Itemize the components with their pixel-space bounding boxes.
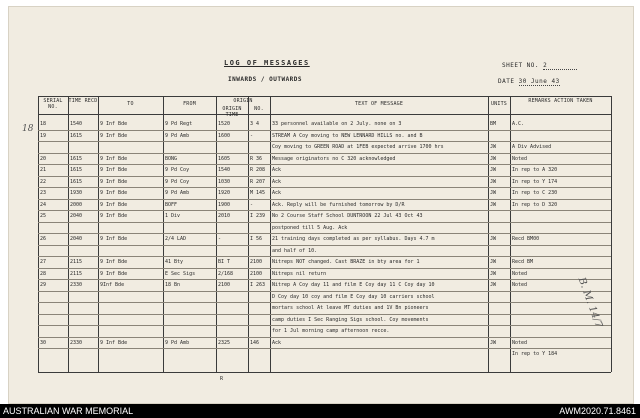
origin-time-cell: 1900: [218, 201, 231, 208]
time-recd-cell: 2000: [70, 201, 83, 208]
row-divider: [38, 130, 611, 131]
message-text-cell: Ack: [272, 178, 282, 185]
table-row: [38, 281, 611, 290]
origin-no-cell: R 207: [250, 178, 266, 185]
to-cell: 9 Inf Bde: [100, 259, 128, 265]
to-cell: 9 Inf Bde: [100, 339, 128, 346]
row-divider: [38, 337, 611, 338]
serial-cell: 21: [40, 167, 47, 173]
col-origin-no: NO.: [254, 106, 264, 112]
margin-number: 18: [22, 124, 34, 134]
to-cell: 9 Inf Bde: [100, 190, 128, 196]
message-text-cell: D Coy day 10 coy and film E Coy day 10 carriers school: [272, 293, 435, 300]
remarks-cell: In rep to Y 184: [512, 351, 558, 357]
col-origin-time: ORIGIN TIME: [222, 106, 242, 118]
origin-no-cell: R 208: [250, 167, 266, 173]
time-recd-cell: 1615: [70, 155, 83, 162]
time-recd-cell: 2330: [70, 339, 83, 346]
from-cell: BOFF: [165, 201, 178, 208]
origin-time-cell: 1540: [218, 167, 231, 173]
origin-time-cell: 2325: [218, 339, 231, 346]
message-text-cell: Nitreps NOT changed. Cast BRAZE in bty area for 1: [272, 259, 420, 265]
units-cell: JW: [490, 339, 497, 346]
message-log-sheet: [8, 6, 634, 404]
message-text-cell: Nitreps nil return: [272, 270, 327, 277]
from-cell: 2/4 LAD: [165, 236, 187, 242]
time-recd-cell: 1615: [70, 132, 83, 139]
table-row: [38, 339, 611, 348]
row-divider: [38, 153, 611, 154]
serial-cell: 29: [40, 282, 47, 288]
origin-time-cell: 1920: [218, 190, 231, 196]
sheet-value: 2: [543, 62, 577, 70]
time-recd-cell: 2330: [70, 282, 83, 288]
log-title: LOG OF MESSAGES: [224, 59, 310, 67]
origin-no-cell: I 263: [250, 282, 266, 288]
table-row: [38, 350, 611, 359]
units-cell: JW: [490, 259, 497, 265]
table-row: [38, 120, 611, 129]
message-text-cell: Nitrep A Coy day 11 and film E Coy day 11 C Coy day 10: [272, 282, 435, 288]
origin-no-cell: I 239: [250, 213, 266, 219]
from-cell: 1 Div: [165, 213, 181, 219]
message-text-cell: No 2 Course Staff School DUNTROON 22 Jul 43 Oct 43: [272, 213, 423, 219]
message-text-cell: Ack: [272, 167, 282, 173]
origin-no-cell: R 36: [250, 155, 263, 162]
time-recd-cell: 1615: [70, 167, 83, 173]
row-divider: [38, 233, 611, 234]
message-table: [38, 96, 611, 372]
message-text-cell: Ack. Reply will be furnished tomorrow by D/R: [272, 201, 405, 208]
message-text-cell: Ack: [272, 339, 282, 346]
message-text-cell: camp duties I Sec Ranging Sigs school. Coy movements: [272, 316, 429, 323]
remarks-cell: Noted: [512, 155, 528, 162]
table-row: [38, 212, 611, 221]
col-units: UNITS: [490, 101, 508, 107]
remarks-cell: Noted: [512, 282, 528, 288]
row-divider: [38, 210, 611, 211]
serial-cell: 27: [40, 259, 47, 265]
row-divider: [38, 348, 611, 349]
origin-time-cell: -: [218, 236, 222, 242]
origin-no-cell: 3 4: [250, 121, 260, 127]
table-row: [38, 178, 611, 187]
table-row: [38, 224, 611, 233]
to-cell: 9 Inf Bde: [100, 132, 128, 139]
table-row: [38, 304, 611, 313]
bottom-mark: R: [220, 376, 224, 382]
remarks-cell: A.C.: [512, 121, 525, 127]
origin-no-cell: -: [250, 201, 254, 208]
from-cell: 41 Bty: [165, 259, 184, 265]
remarks-cell: In rep to A 320: [512, 167, 558, 173]
time-recd-cell: 2040: [70, 236, 83, 242]
units-cell: JW: [490, 236, 497, 242]
remarks-cell: Noted: [512, 339, 528, 346]
remarks-cell: In rep to C 230: [512, 190, 558, 196]
from-cell: 9 Pd Amb: [165, 132, 190, 139]
origin-time-cell: 1600: [218, 132, 231, 139]
row-divider: [38, 302, 611, 303]
message-text-cell: Coy moving to GREEN ROAD at 1FEB expected arrive 1700 hrs: [272, 144, 444, 150]
table-row: [38, 155, 611, 164]
row-divider: [38, 314, 611, 315]
message-text-cell: Message originators no C 320 acknowledged: [272, 155, 396, 162]
serial-cell: 18: [40, 121, 47, 127]
to-cell: 9 Inf Bde: [100, 155, 128, 162]
time-recd-cell: 1930: [70, 190, 83, 196]
message-text-cell: 21 training days completed as per syllabus. Days 4.7 m: [272, 236, 435, 242]
row-divider: [38, 268, 611, 269]
remarks-cell: Noted: [512, 270, 528, 277]
table-row: [38, 166, 611, 175]
row-divider: [38, 164, 611, 165]
col-origin: ORIGIN: [233, 98, 253, 104]
origin-no-cell: 2100: [250, 270, 263, 277]
row-divider: [38, 245, 611, 246]
origin-time-cell: 2/168: [218, 270, 234, 277]
col-to: TO: [127, 101, 134, 107]
table-row: [38, 293, 611, 302]
time-recd-cell: 2115: [70, 259, 83, 265]
row-divider: [38, 256, 611, 257]
message-text-cell: for 1 Jul morning camp afternoon recce.: [272, 328, 390, 334]
to-cell: 9 Inf Bde: [100, 121, 128, 127]
from-cell: 9 Pd Coy: [165, 167, 190, 173]
date-label: DATE: [498, 78, 515, 85]
col-remarks: REMARKS ACTION TAKEN: [528, 98, 593, 104]
serial-cell: 19: [40, 132, 47, 139]
units-cell: JW: [490, 201, 497, 208]
units-cell: JW: [490, 270, 497, 277]
to-cell: 9 Inf Bde: [100, 201, 128, 208]
remarks-cell: Recd BM00: [512, 236, 540, 242]
origin-time-cell: 1605: [218, 155, 231, 162]
table-row: [38, 247, 611, 256]
serial-cell: 30: [40, 339, 47, 346]
date-value: 30 June 43: [518, 78, 560, 85]
sheet-number: [502, 62, 577, 70]
row-divider: [38, 187, 611, 188]
origin-no-cell: 146: [250, 339, 260, 346]
message-text-cell: Ack: [272, 190, 282, 196]
units-cell: JW: [490, 155, 497, 162]
col-from: FROM: [183, 101, 196, 107]
table-row: [38, 189, 611, 198]
from-cell: 9 Pd Amb: [165, 190, 190, 196]
to-cell: 9 Inf Bde: [100, 270, 128, 277]
message-text-cell: postponed till 5 Aug. Ack: [272, 224, 348, 231]
row-divider: [38, 199, 611, 200]
table-row: [38, 201, 611, 210]
message-text-cell: STREAM A Coy moving to NEW LENNARD HILLS no. and B: [272, 132, 423, 139]
col-time-recd: TIME RECD: [68, 98, 98, 104]
table-row: [38, 316, 611, 325]
from-cell: BONG: [165, 155, 178, 162]
from-cell: 9 Pd Amb: [165, 339, 190, 346]
to-cell: 9Inf Bde: [100, 282, 125, 288]
message-text-cell: and half of 10.: [272, 247, 318, 254]
row-divider: [38, 176, 611, 177]
from-cell: 18 Bn: [165, 282, 181, 288]
serial-cell: 28: [40, 270, 47, 277]
origin-no-cell: M 145: [250, 190, 266, 196]
table-row: [38, 132, 611, 141]
table-row: [38, 143, 611, 152]
origin-time-cell: 2010: [218, 213, 231, 219]
serial-cell: 26: [40, 236, 47, 242]
col-serial: SERIAL NO.: [43, 98, 63, 110]
from-cell: 9 Pd Regt: [165, 121, 193, 127]
remarks-cell: In rep to Y 174: [512, 178, 558, 185]
message-text-cell: mortars school At leave MT duties and 1V Bn pioneers: [272, 305, 429, 311]
serial-cell: 22: [40, 178, 47, 185]
units-cell: BM: [490, 121, 497, 127]
time-recd-cell: 2040: [70, 213, 83, 219]
origin-no-cell: I 56: [250, 236, 263, 242]
units-cell: JW: [490, 167, 497, 173]
origin-no-cell: 2100: [250, 259, 263, 265]
origin-time-cell: 1030: [218, 178, 231, 185]
units-cell: JW: [490, 190, 497, 196]
row-divider: [38, 325, 611, 326]
archive-footer: [0, 404, 640, 418]
handwritten-signature: B. M. 14/7: [575, 276, 605, 330]
remarks-cell: In rep to D 320: [512, 201, 558, 208]
serial-cell: 24: [40, 201, 47, 208]
origin-time-cell: 1520: [218, 121, 231, 127]
footer-institution: AUSTRALIAN WAR MEMORIAL: [3, 406, 134, 416]
sheet-label: SHEET NO.: [502, 62, 540, 69]
footer-accession: AWM2020.71.8461: [559, 406, 636, 416]
serial-cell: 23: [40, 190, 47, 196]
from-cell: 9 Pd Coy: [165, 178, 190, 185]
row-divider: [38, 291, 611, 292]
units-cell: JW: [490, 178, 497, 185]
origin-time-cell: BI T: [218, 259, 231, 265]
serial-cell: 20: [40, 155, 47, 162]
origin-no-cell: -: [250, 132, 254, 139]
row-divider: [38, 279, 611, 280]
log-direction: INWARDS / OUTWARDS: [228, 76, 303, 83]
time-recd-cell: 1540: [70, 121, 83, 127]
time-recd-cell: 2115: [70, 270, 83, 277]
to-cell: 9 Inf Bde: [100, 213, 128, 219]
row-divider: [38, 141, 611, 142]
table-row: [38, 235, 611, 244]
message-text-cell: 33 personnel available on 2 July. none on 3: [272, 121, 402, 127]
to-cell: 9 Inf Bde: [100, 167, 128, 173]
table-row: [38, 270, 611, 279]
units-cell: JW: [490, 144, 497, 150]
table-row: [38, 327, 611, 336]
to-cell: 9 Inf Bde: [100, 236, 128, 242]
serial-cell: 25: [40, 213, 47, 219]
units-cell: JW: [490, 282, 497, 288]
log-date: [498, 78, 560, 86]
row-divider: [38, 222, 611, 223]
from-cell: E Sec Sigs: [165, 270, 196, 277]
origin-time-cell: 2100: [218, 282, 231, 288]
remarks-cell: A Div Advised: [512, 144, 552, 150]
remarks-cell: Recd BM: [512, 259, 534, 265]
to-cell: 9 Inf Bde: [100, 178, 128, 185]
table-row: [38, 258, 611, 267]
col-text: TEXT OF MESSAGE: [354, 101, 404, 107]
time-recd-cell: 1615: [70, 178, 83, 185]
